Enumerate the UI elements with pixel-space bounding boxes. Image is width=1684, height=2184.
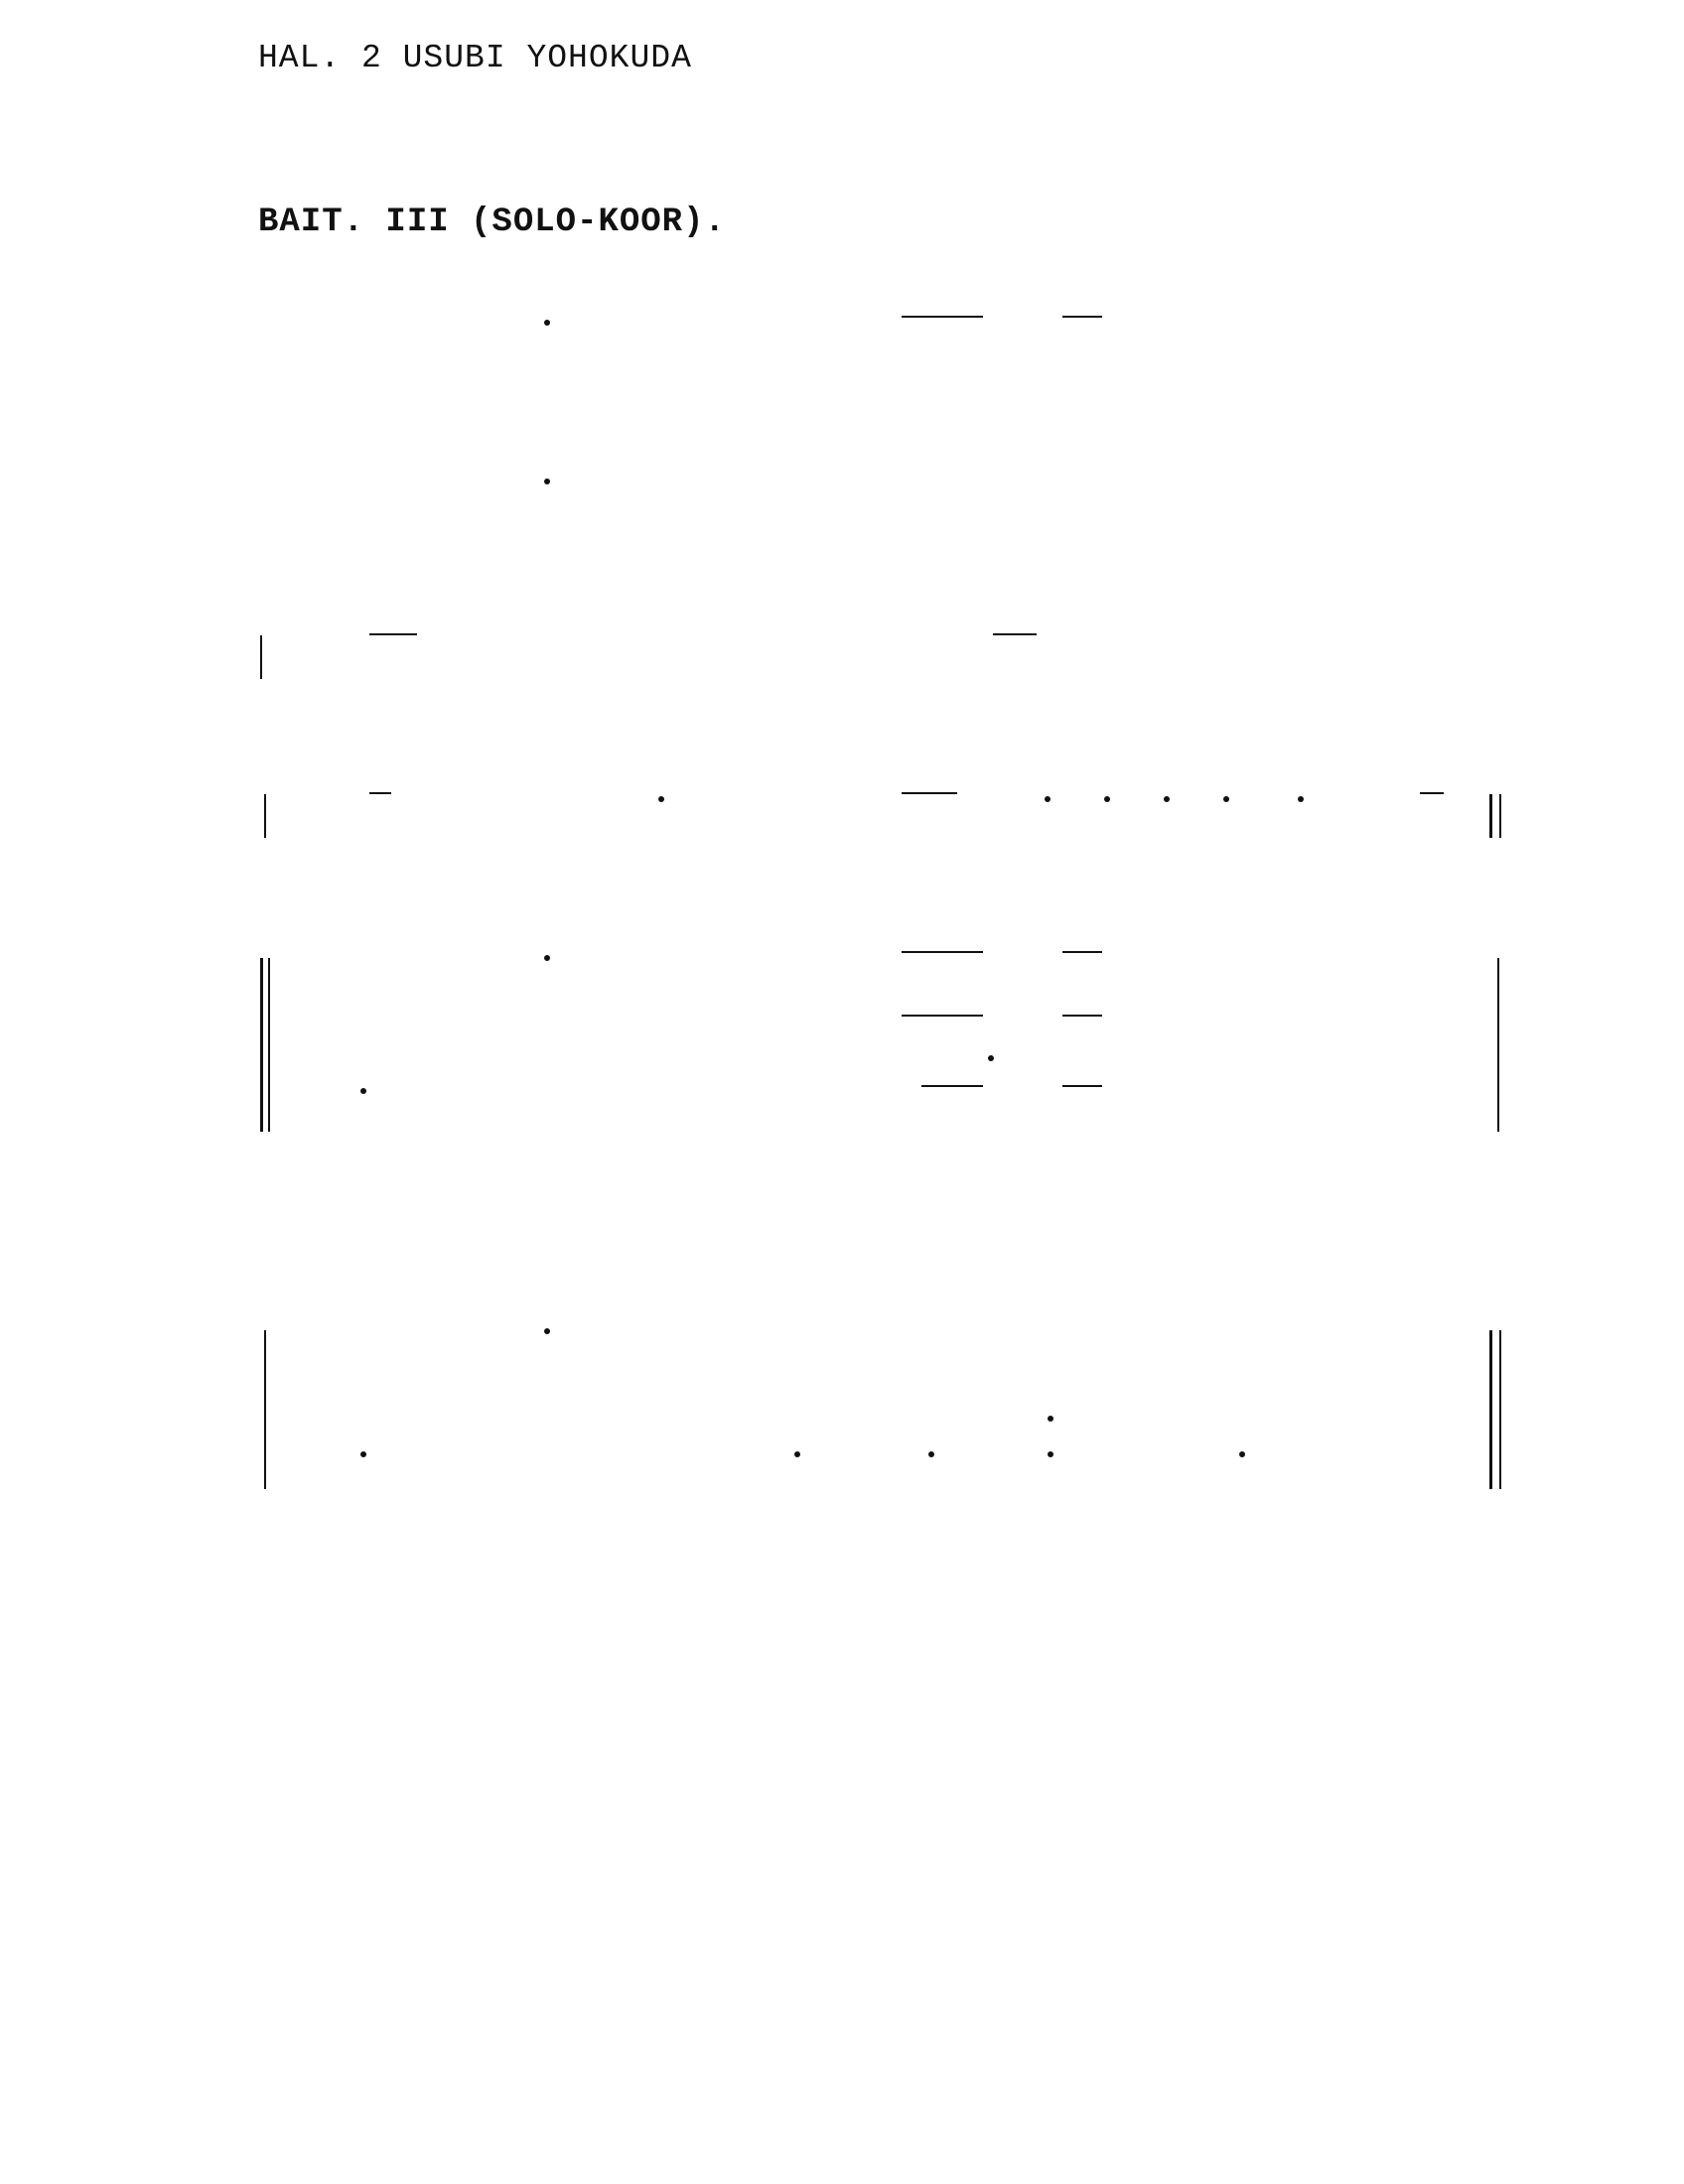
beam-line	[902, 316, 983, 318]
beam-line	[1420, 792, 1444, 794]
staff-barline	[260, 958, 263, 1132]
beam-line	[369, 633, 417, 635]
section-title: BAIT. III (SOLO-KOOR).	[258, 204, 726, 241]
octave-dot-above	[360, 1088, 366, 1094]
staff-barline	[1499, 794, 1501, 838]
octave-dot-above	[1298, 796, 1304, 802]
beam-line	[1062, 316, 1102, 318]
octave-dot-above	[1239, 1451, 1245, 1457]
octave-dot-above	[928, 1451, 934, 1457]
octave-dot-above	[1104, 796, 1110, 802]
staff-barline	[264, 1330, 266, 1489]
staff-barline	[264, 794, 266, 838]
octave-dot-above	[658, 796, 664, 802]
beam-line	[902, 1015, 983, 1017]
staff-barline	[260, 635, 262, 679]
octave-dot-above	[544, 955, 550, 961]
beam-line	[1062, 1085, 1102, 1087]
beam-line	[902, 951, 983, 953]
octave-dot-above	[544, 478, 550, 484]
octave-dot-above	[360, 1451, 366, 1457]
octave-dot-below	[1048, 1416, 1053, 1422]
beam-line	[902, 792, 957, 794]
octave-dot-above	[544, 1328, 550, 1334]
beam-line	[1062, 951, 1102, 953]
staff-barline	[1489, 794, 1492, 838]
octave-dot-below	[988, 1055, 994, 1061]
beam-line	[993, 633, 1037, 635]
staff-barline	[1497, 958, 1499, 1132]
staff-barline	[1499, 1330, 1501, 1489]
octave-dot-above	[544, 320, 550, 326]
beam-line	[1062, 1015, 1102, 1017]
staff-barline	[268, 958, 270, 1132]
octave-dot-above	[1223, 796, 1229, 802]
octave-dot-above	[1045, 796, 1051, 802]
octave-dot-above	[794, 1451, 800, 1457]
octave-dot-above	[1164, 796, 1170, 802]
octave-dot-above	[1048, 1451, 1053, 1457]
staff-barline	[1489, 1330, 1492, 1489]
page-header: HAL. 2 USUBI YOHOKUDA	[258, 40, 692, 76]
beam-line	[921, 1085, 983, 1087]
beam-line	[369, 792, 391, 794]
